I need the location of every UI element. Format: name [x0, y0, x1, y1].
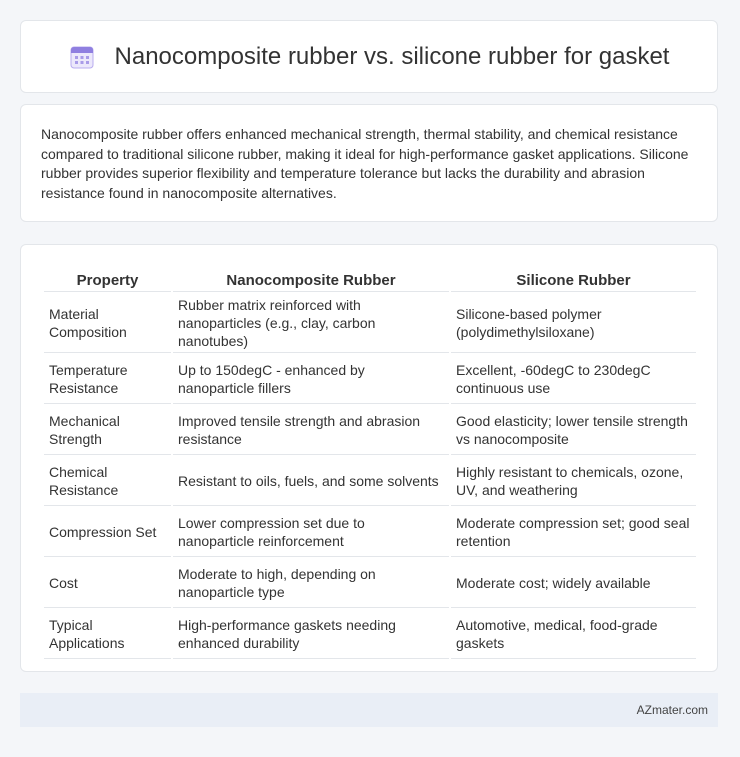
property-cell: Typical Applications [44, 610, 171, 659]
header-property: Property [44, 267, 171, 292]
property-cell: Chemical Resistance [44, 457, 171, 506]
table-row [44, 610, 696, 659]
nanocomposite-cell: Lower compression set due to nanoparticle reinforcement [173, 508, 449, 557]
table-row [44, 508, 696, 557]
nanocomposite-cell: Resistant to oils, fuels, and some solvents [173, 457, 449, 506]
silicone-cell: Highly resistant to chemicals, ozone, UV, and weathering [451, 457, 696, 506]
intro-text: Nanocomposite rubber offers enhanced mechanical strength, thermal stability, and chemical resistance compared to traditional silicone rubber, making it ideal for high-performance gasket applications. Silicone rubber provides superior flexibility and temperature tolerance but lacks the durability and abrasion resistance found in nanocomposite alternatives. [41, 126, 689, 201]
silicone-cell: Silicone-based polymer (polydimethylsiloxane) [451, 294, 696, 353]
header-silicone: Silicone Rubber [451, 267, 696, 292]
comparison-table [42, 265, 698, 661]
property-cell: Temperature Resistance [44, 355, 171, 404]
nanocomposite-cell: High-performance gaskets needing enhanced durability [173, 610, 449, 659]
intro-card [20, 104, 718, 222]
comparison-table-card [20, 244, 718, 672]
table-row [44, 355, 696, 404]
nanocomposite-cell: Improved tensile strength and abrasion resistance [173, 406, 449, 455]
table-row [44, 406, 696, 455]
silicone-cell: Automotive, medical, food-grade gaskets [451, 610, 696, 659]
nanocomposite-cell: Up to 150degC - enhanced by nanoparticle fillers [173, 355, 449, 404]
property-cell: Material Composition [44, 294, 171, 353]
title-card [20, 20, 718, 93]
silicone-cell: Good elasticity; lower tensile strength vs nanocomposite [451, 406, 696, 455]
footer-brand: AZmater.com [636, 703, 708, 717]
property-cell: Compression Set [44, 508, 171, 557]
nanocomposite-cell: Moderate to high, depending on nanoparticle type [173, 559, 449, 608]
property-cell: Cost [44, 559, 171, 608]
footer-bar [20, 693, 718, 727]
silicone-cell: Moderate compression set; good seal retention [451, 508, 696, 557]
table-row [44, 457, 696, 506]
table-row [44, 294, 696, 353]
nanocomposite-cell: Rubber matrix reinforced with nanoparticles (e.g., clay, carbon nanotubes) [173, 294, 449, 353]
header-nanocomposite: Nanocomposite Rubber [173, 267, 449, 292]
calendar-icon [69, 44, 95, 70]
table-row [44, 559, 696, 608]
page-title: Nanocomposite rubber vs. silicone rubber for gasket [114, 42, 670, 70]
property-cell: Mechanical Strength [44, 406, 171, 455]
silicone-cell: Excellent, -60degC to 230degC continuous use [451, 355, 696, 404]
table-header-row [44, 267, 696, 292]
silicone-cell: Moderate cost; widely available [451, 559, 696, 608]
